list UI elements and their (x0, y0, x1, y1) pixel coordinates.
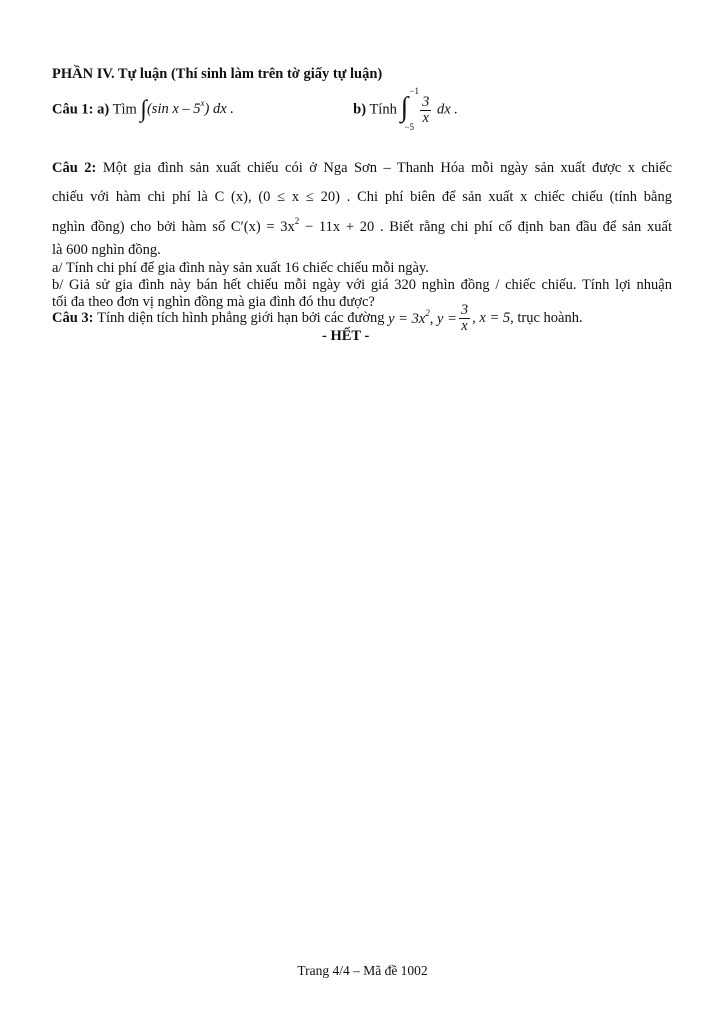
question-3: Câu 3: Tính diện tích hình phẳng giới hạn bởi các đường $y = 3x^2$, y = $\frac{3}{x}$ , x = 5 , trục hoành. (52, 301, 583, 334)
page-footer: Trang 4/4 – Mã đề 1002 (297, 963, 428, 978)
q1-fraction: $\frac{3}{x}$ (422, 93, 430, 126)
question-2-line3: nghìn đồng) cho bởi hàm số $C'(x) = 3x^2 - 11x + 20$ . Biết rằng chi phí cố định ban đầu để sản xuất (52, 216, 672, 235)
q1-integrand: (sin x – 5$^x$) dx . (146, 98, 234, 118)
question-2-line1: Câu 2: Một gia đình sản xuất chiếu cói ở Nga Sơn – Thanh Hóa mỗi ngày sản xuất được x chiếc (52, 160, 672, 176)
question-2-part-a: a/ Tính chi phí để gia đình này sản xuất 16 chiếc chiếu mỗi ngày. (52, 260, 429, 276)
q3-eq3: , x = 5 (472, 309, 511, 326)
question-2-part-b1: b/ Giả sử gia đình này bán hết chiếu mỗi ngày với giá 320 nghìn đồng / chiếc chiếu. Tính lợi nhuận (52, 277, 672, 293)
question-2-line4: là 600 nghìn đồng. (52, 242, 161, 258)
q3-fraction: $\frac{3}{x}$ (460, 301, 469, 334)
end-marker: - HẾT - (322, 328, 370, 344)
q1-text-b: Tính (369, 101, 397, 118)
q1-label: Câu 1: (52, 101, 94, 118)
q3-eq1: $y = 3x^2$, y = (388, 308, 457, 327)
q3-tail: , trục hoành. (510, 309, 583, 326)
section-title: PHẦN IV. Tự luận (Thí sinh làm trên tờ giấy tự luận) (52, 66, 383, 82)
q1-dx: dx . (436, 101, 458, 118)
q1-text-a: Tìm (112, 101, 137, 118)
question-2-line2: chiếu với hàm chi phí là C (x), (0 ≤ x ≤ 20) . Chi phí biên để sản xuất x chiếc chiếu (tính bằng (52, 189, 672, 205)
q1-part-a: a) (97, 101, 110, 118)
definite-integral: ∫ −1 −5 (400, 86, 420, 132)
question-2-part-b2: tối đa theo đơn vị nghìn đồng mà gia đình đó thu được? (52, 294, 375, 310)
q1-part-b: b) (353, 101, 367, 118)
question-1 (52, 86, 458, 132)
integral-sign: ∫ (140, 96, 147, 123)
